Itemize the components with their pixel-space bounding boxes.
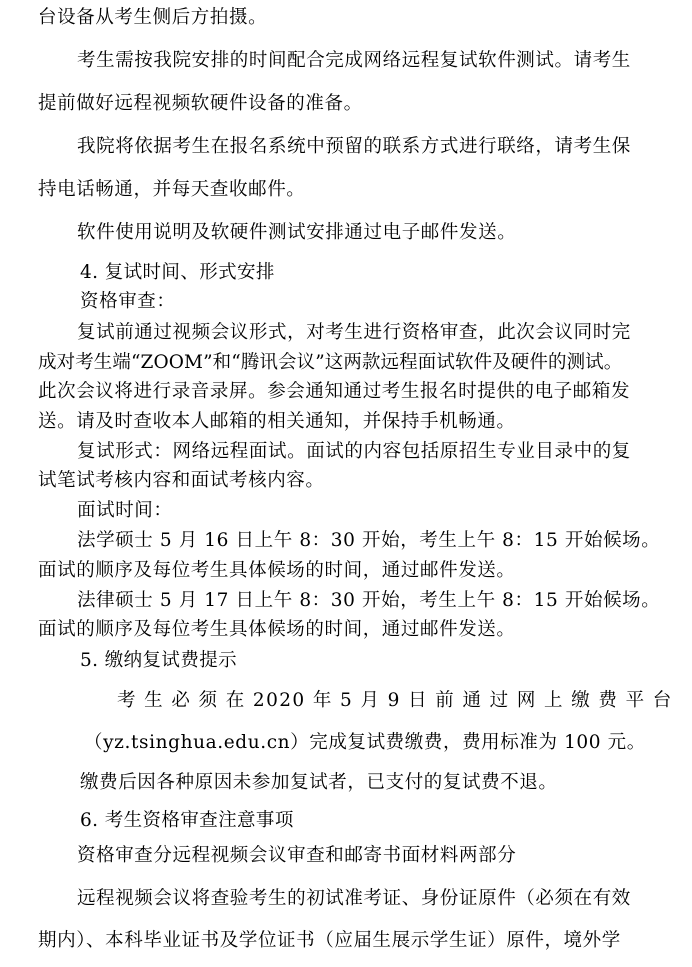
paragraph-line: 复试形式：网络远程面试。面试的内容包括原招生专业目录中的复 — [77, 441, 631, 462]
paragraph-line: 提前做好远程视频软硬件设备的准备。 — [38, 93, 363, 114]
paragraph-line: 期内）、本科毕业证书及学位证书（应届生展示学生证）原件，境外学 — [38, 930, 621, 951]
section-heading: 5. 缴纳复试费提示 — [80, 650, 238, 671]
paragraph-line: 法学硕士 5 月 16 日上午 8：30 开始，考生上午 8：15 开始候场。 — [77, 530, 661, 551]
paragraph-line: 台设备从考生侧后方拍摄。 — [38, 7, 268, 28]
paragraph-line: 送。请及时查收本人邮箱的相关通知，并保持手机畅通。 — [38, 411, 516, 432]
paragraph-line: 软件使用说明及软硬件测试安排通过电子邮件发送。 — [77, 222, 517, 243]
paragraph-line: 考生需按我院安排的时间配合完成网络远程复试软件测试。请考生 — [77, 50, 631, 71]
paragraph-line: 成对考生端“ZOOM”和“腾讯会议”这两款远程面试软件及硬件的测试。 — [38, 352, 623, 373]
subheading: 面试时间： — [77, 500, 173, 521]
paragraph-line: 复试前通过视频会议形式，对考生进行资格审查，此次会议同时完 — [77, 322, 631, 343]
paragraph-line: 资格审查分远程视频会议审查和邮寄书面材料两部分 — [77, 845, 517, 866]
paragraph-line: 此次会议将进行录音录屏。参会通知通过考生报名时提供的电子邮箱发 — [38, 381, 631, 402]
paragraph-line: 考 生 必 须 在 2020 年 5 月 9 日 前 通 过 网 上 缴 费 平 台 — [117, 690, 673, 711]
paragraph-line: 面试的顺序及每位考生具体候场的时间，通过邮件发送。 — [38, 619, 516, 640]
section-heading: 6. 考生资格审查注意事项 — [80, 810, 294, 831]
paragraph-line: 远程视频会议将查验考生的初试准考证、身份证原件（必须在有效 — [77, 888, 631, 909]
section-heading: 4. 复试时间、形式安排 — [80, 262, 275, 283]
paragraph-line: 我院将依据考生在报名系统中预留的联系方式进行联络，请考生保 — [77, 136, 631, 157]
paragraph-line: 持电话畅通，并每天查收邮件。 — [38, 179, 306, 200]
paragraph-line: （yz.tsinghua.edu.cn）完成复试费缴费，费用标准为 100 元。 — [84, 732, 646, 753]
paragraph-line: 缴费后因各种原因未参加复试者，已支付的复试费不退。 — [80, 772, 558, 793]
subheading: 资格审查： — [80, 291, 176, 312]
paragraph-line: 试笔试考核内容和面试考核内容。 — [38, 470, 325, 491]
paragraph-line: 面试的顺序及每位考生具体候场的时间，通过邮件发送。 — [38, 560, 516, 581]
paragraph-line: 法律硕士 5 月 17 日上午 8：30 开始，考生上午 8：15 开始候场。 — [77, 590, 661, 611]
